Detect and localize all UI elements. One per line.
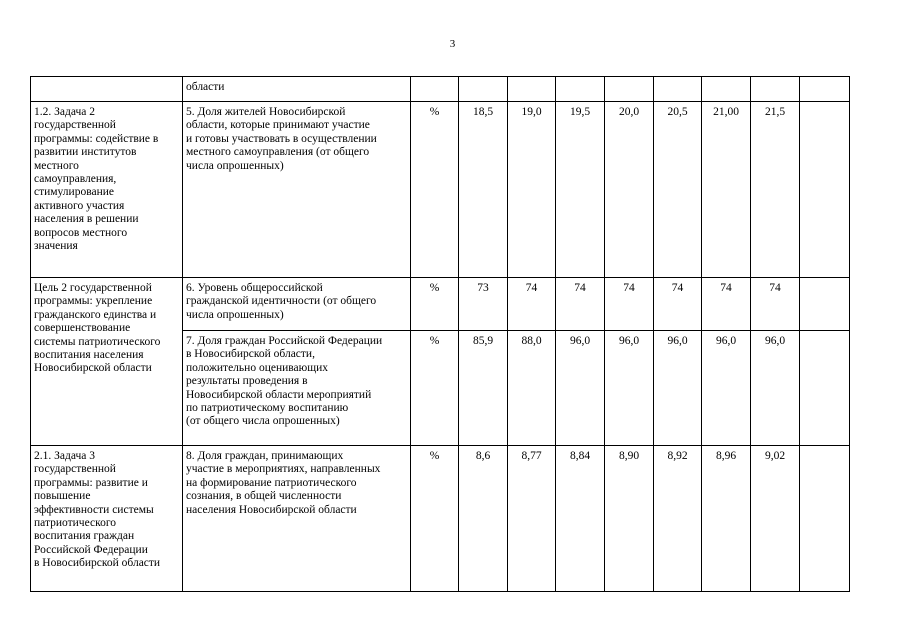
unit-cell [411, 77, 459, 102]
value-cell [508, 77, 556, 102]
value-cell [702, 77, 751, 102]
empty-cell [800, 331, 850, 446]
value-cell: 9,02 [751, 446, 800, 592]
value-cell [751, 77, 800, 102]
value-cell: 96,0 [556, 331, 605, 446]
indicator-cell: области [183, 77, 411, 102]
table-row [31, 102, 850, 278]
value-cell: 8,90 [605, 446, 654, 592]
value-cell: 21,00 [702, 102, 751, 278]
value-cell: 20,5 [654, 102, 702, 278]
value-cell: 19,5 [556, 102, 605, 278]
goal-cell [31, 77, 183, 102]
value-cell: 74 [751, 278, 800, 331]
value-cell: 96,0 [605, 331, 654, 446]
value-cell: 8,77 [508, 446, 556, 592]
table-row [31, 77, 850, 102]
value-cell: 74 [508, 278, 556, 331]
value-cell: 74 [556, 278, 605, 331]
empty-cell [800, 446, 850, 592]
value-cell [605, 77, 654, 102]
value-cell: 73 [459, 278, 508, 331]
value-cell [459, 77, 508, 102]
table-row [31, 278, 850, 331]
goal-cell: 2.1. Задача 3 государственной программы: развитие и повышение эффективности системы патриотического воспитания граждан Российской Федерации в Новосибирской области [31, 446, 183, 592]
value-cell: 8,84 [556, 446, 605, 592]
page-number: 3 [449, 38, 456, 50]
indicator-cell: 6. Уровень общероссийской гражданской идентичности (от общего числа опрошенных) [183, 278, 411, 331]
goal-cell: 1.2. Задача 2 государственной программы: содействие в развитии институтов местного самоуправления, стимулирование активного участия населения в решении вопросов местного значения [31, 102, 183, 278]
empty-cell [800, 102, 850, 278]
value-cell: 21,5 [751, 102, 800, 278]
goal-cell: Цель 2 государственной программы: укрепление гражданского единства и совершенствование системы патриотического воспитания населения Новосибирской области [31, 278, 183, 446]
empty-cell [800, 77, 850, 102]
indicators-table [30, 76, 850, 592]
unit-cell: % [411, 331, 459, 446]
value-cell: 85,9 [459, 331, 508, 446]
value-cell: 74 [702, 278, 751, 331]
empty-cell [800, 278, 850, 331]
value-cell: 96,0 [654, 331, 702, 446]
value-cell: 18,5 [459, 102, 508, 278]
indicator-cell: 7. Доля граждан Российской Федерации в Новосибирской области, положительно оценивающих результаты проведения в Новосибирской области мероприятий по патриотическому воспитанию (от общего числа опрошенных) [183, 331, 411, 446]
value-cell: 74 [654, 278, 702, 331]
value-cell: 8,92 [654, 446, 702, 592]
value-cell: 8,6 [459, 446, 508, 592]
value-cell: 96,0 [702, 331, 751, 446]
value-cell: 96,0 [751, 331, 800, 446]
table-row [31, 446, 850, 592]
indicator-cell: 5. Доля жителей Новосибирской области, которые принимают участие и готовы участвовать в осуществлении местного самоуправления (от общего числа опрошенных) [183, 102, 411, 278]
value-cell: 20,0 [605, 102, 654, 278]
unit-cell: % [411, 446, 459, 592]
value-cell: 74 [605, 278, 654, 331]
value-cell: 19,0 [508, 102, 556, 278]
unit-cell: % [411, 102, 459, 278]
value-cell: 88,0 [508, 331, 556, 446]
value-cell: 8,96 [702, 446, 751, 592]
unit-cell: % [411, 278, 459, 331]
value-cell [654, 77, 702, 102]
value-cell [556, 77, 605, 102]
indicator-cell: 8. Доля граждан, принимающих участие в мероприятиях, направленных на формирование патриотического сознания, в общей численности населения Новосибирской области [183, 446, 411, 592]
